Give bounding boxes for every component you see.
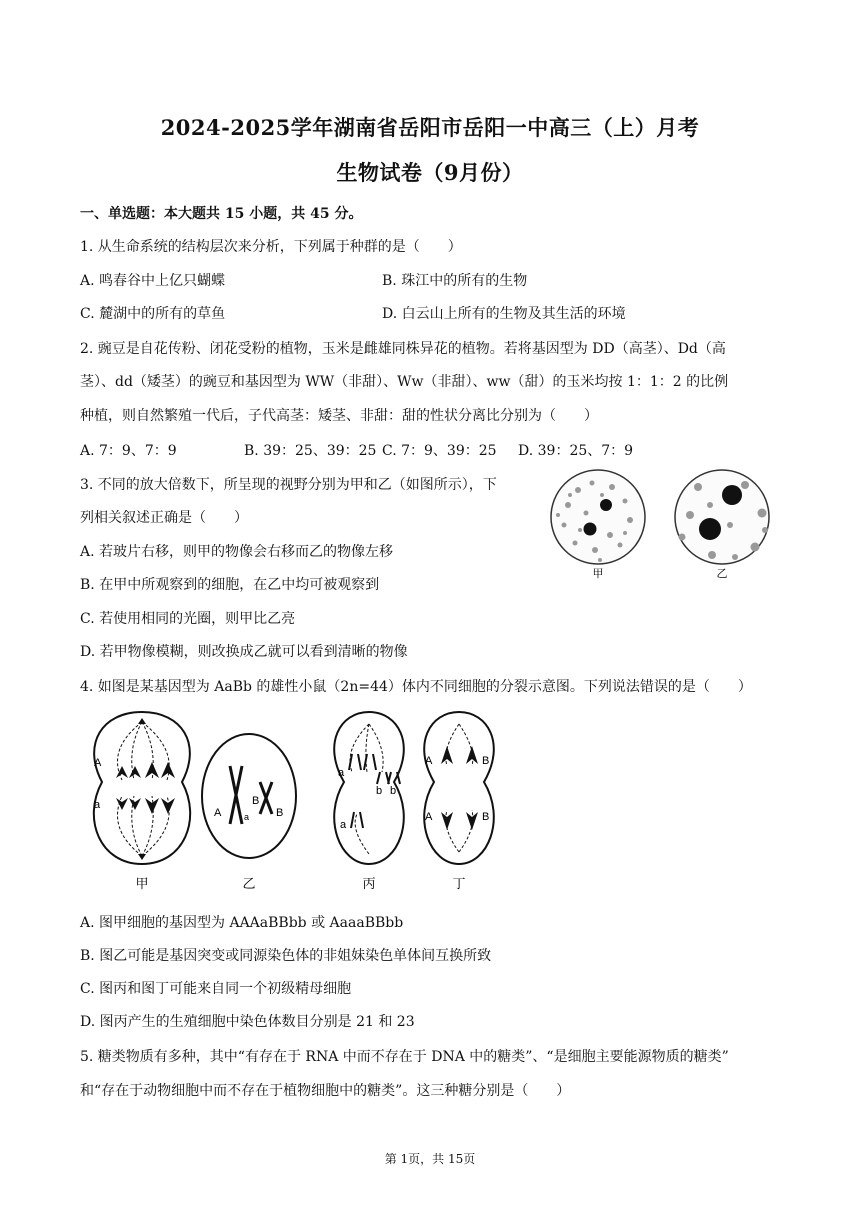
q4-option-a: A. 图甲细胞的基因型为 AAAaBBbb 或 AaaaBBbb: [80, 915, 404, 931]
q3-option-d: D. 若甲物像模糊，则改换成乙就可以看到清晰的物像: [80, 644, 408, 660]
field-yi: [675, 470, 769, 564]
fig4-label-ding: 丁: [452, 876, 466, 891]
doc-title-line2: 生物试卷（9月份）: [336, 160, 524, 185]
q3-option-b: B. 在甲中所观察到的细胞，在乙中均可被观察到: [80, 577, 380, 593]
q2-stem-line1: 2. 豌豆是自花传粉、闭花受粉的植物，玉米是雌雄同株异花的植物。若将基因型为 DD（高茎）、Dd（高: [80, 341, 726, 357]
page-footer: 第 1页，共 15页: [384, 1152, 476, 1166]
q2-option-b: B. 39：25、39：25: [244, 443, 377, 459]
ding-gene-A2: A: [425, 811, 433, 823]
doc-title-line1: 2024-2025学年湖南省岳阳市岳阳一中高三（上）月考: [160, 115, 700, 140]
q2-option-a: A. 7：9、7：9: [80, 443, 177, 459]
yi-gene-a: a: [244, 812, 250, 822]
ding-gene-B2: B: [482, 811, 490, 823]
q1-option-d: D. 白云山上所有的生物及其生活的环境: [382, 306, 626, 322]
q5-stem-line1: 5. 糖类物质有多种，其中“有存在于 RNA 中而不存在于 DNA 中的糖类”、“是细胞主要能源物质的糖类”: [80, 1049, 729, 1065]
yi-gene-A: A: [214, 807, 222, 819]
fig3-label-jia: 甲: [592, 568, 604, 580]
q3-microscope-figure: [540, 465, 780, 590]
q4-option-b: B. 图乙可能是基因突变或同源染色体的非姐妹染色单体间互换所致: [80, 948, 492, 964]
section-heading: 一、单选题：本大题共 15 小题，共 45 分。: [80, 206, 363, 222]
q3-stem-line2: 列相关叙述正确是（ ）: [80, 510, 248, 526]
bing-gene-b2: b: [390, 785, 397, 797]
fig4-label-bing: 丙: [362, 876, 376, 891]
q1-option-a: A. 鸣春谷中上亿只蝴蝶: [80, 273, 226, 289]
field-jia: [551, 470, 645, 564]
fig3-label-yi: 乙: [716, 568, 728, 580]
q2-stem-line2: 茎）、dd（矮茎）的豌豆和基因型为 WW（非甜）、Ww（非甜）、ww（甜）的玉米均按 1：1：2 的比例: [80, 374, 729, 390]
q1-option-b: B. 珠江中的所有的生物: [382, 273, 528, 289]
bing-gene-b1: b: [376, 785, 383, 797]
fig4-label-yi: 乙: [242, 876, 256, 891]
q1-option-c: C. 麓湖中的所有的草鱼: [80, 306, 226, 322]
q4-cell-division-figure: [82, 704, 512, 896]
ding-gene-B1: B: [482, 755, 490, 767]
q1-stem: 1. 从生命系统的结构层次来分析，下列属于种群的是（ ）: [80, 239, 462, 255]
q3-option-a: A. 若玻片右移，则甲的物像会右移而乙的物像左移: [80, 544, 394, 560]
q4-stem: 4. 如图是某基因型为 AaBb 的雄性小鼠（2n=44）体内不同细胞的分裂示意图。下列说法错误的是（ ）: [80, 679, 752, 695]
q4-option-c: C. 图丙和图丁可能来自同一个初级精母细胞: [80, 981, 352, 997]
yi-gene-B2: B: [276, 807, 284, 819]
q3-stem-line1: 3. 不同的放大倍数下，所呈现的视野分别为甲和乙（如图所示），下: [80, 477, 497, 493]
cell-jia: [94, 712, 190, 864]
fig4-label-jia: 甲: [135, 876, 149, 891]
yi-gene-B1: B: [252, 795, 260, 807]
q2-stem-line3: 种植，则自然繁殖一代后，子代高茎：矮茎、非甜：甜的性状分离比分别为（ ）: [80, 408, 598, 424]
bing-gene-a2: a: [340, 819, 347, 831]
jia-gene-A: A: [94, 757, 102, 769]
q4-option-d: D. 图丙产生的生殖细胞中染色体数目分别是 21 和 23: [80, 1014, 415, 1030]
cell-yi: [202, 734, 296, 858]
ding-gene-A1: A: [425, 755, 433, 767]
q2-option-c: C. 7：9、39：25: [382, 443, 497, 459]
q3-option-c: C. 若使用相同的光圈，则甲比乙亮: [80, 611, 296, 627]
bing-gene-a1: a: [338, 767, 345, 779]
jia-gene-a: a: [94, 799, 101, 811]
q2-option-d: D. 39：25、7：9: [518, 443, 634, 459]
cell-ding: [424, 712, 494, 864]
q5-stem-line2: 和“存在于动物细胞中而不存在于植物细胞中的糖类”。这三种糖分别是（ ）: [80, 1083, 571, 1099]
